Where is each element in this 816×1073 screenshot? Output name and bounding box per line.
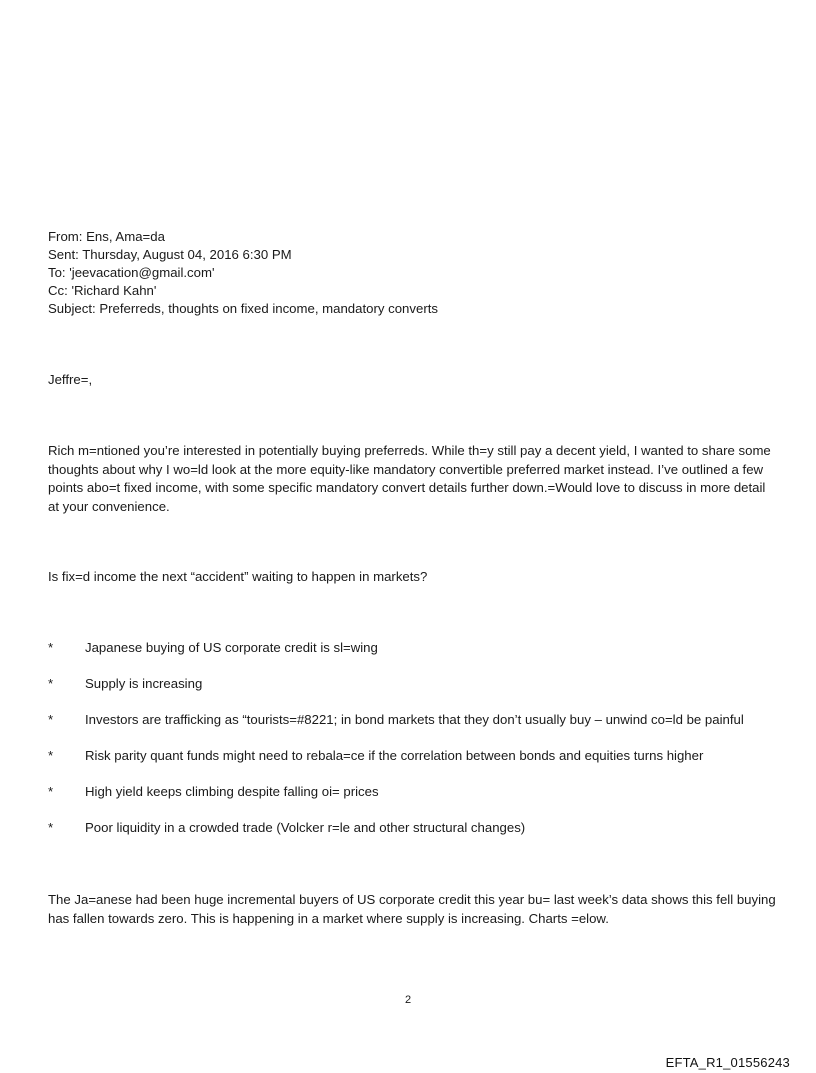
bullet-marker: *	[48, 748, 54, 763]
bullet-text: Risk parity quant funds might need to rebala=ce if the correlation between bonds and equities turns higher	[85, 748, 704, 763]
email-from: From: Ens, Ama=da	[48, 229, 165, 244]
bullet-text: Supply is increasing	[85, 676, 203, 691]
email-subject: Subject: Preferreds, thoughts on fixed income, mandatory converts	[48, 301, 438, 316]
list-item	[48, 711, 788, 747]
list-item	[48, 639, 788, 675]
closing-paragraph: The Ja=anese had been huge incremental buyers of US corporate credit this year bu= last week’s data shows this fell buying has fallen towards zero. This is happening in a market where supply is increasing. Charts =elow.	[48, 892, 776, 926]
bullet-marker: *	[48, 640, 54, 655]
bates-number: EFTA_R1_01556243	[665, 1055, 790, 1070]
email-sent: Sent: Thursday, August 04, 2016 6:30 PM	[48, 247, 292, 262]
bullet-marker: *	[48, 784, 54, 799]
bullet-marker: *	[48, 712, 54, 727]
email-header	[48, 228, 438, 318]
page-number: 2	[404, 994, 412, 1006]
bullet-marker: *	[48, 676, 54, 691]
list-item	[48, 747, 788, 783]
list-item	[48, 819, 788, 855]
bullet-text: Poor liquidity in a crowded trade (Volcker r=le and other structural changes)	[85, 820, 526, 835]
intro-paragraph: Rich m=ntioned you’re interested in potentially buying preferreds. While th=y still pay a decent yield, I wanted to share some thoughts about why I wo=ld look at the more equity-like mandatory convertible preferred market instead. I’ve outlined a few points abo=t fixed income, with some specific mandatory convert details further down.=Would love to discuss in more detail at your convenience.	[48, 443, 771, 514]
salutation: Jeffre=,	[48, 372, 93, 387]
bullet-text: High yield keeps climbing despite falling oi= prices	[85, 784, 379, 799]
bullet-text: Investors are trafficking as “tourists=#8221; in bond markets that they don’t usually buy – unwind co=ld be painful	[85, 712, 744, 727]
email-to: To: 'jeevacation@gmail.com'	[48, 265, 215, 280]
section-question: Is fix=d income the next “accident” waiting to happen in markets?	[48, 569, 428, 584]
email-cc: Cc: 'Richard Kahn'	[48, 283, 157, 298]
bullet-text: Japanese buying of US corporate credit is sl=wing	[85, 640, 378, 655]
list-item	[48, 675, 788, 711]
list-item	[48, 783, 788, 819]
bullet-marker: *	[48, 820, 54, 835]
bullet-list	[48, 639, 788, 855]
